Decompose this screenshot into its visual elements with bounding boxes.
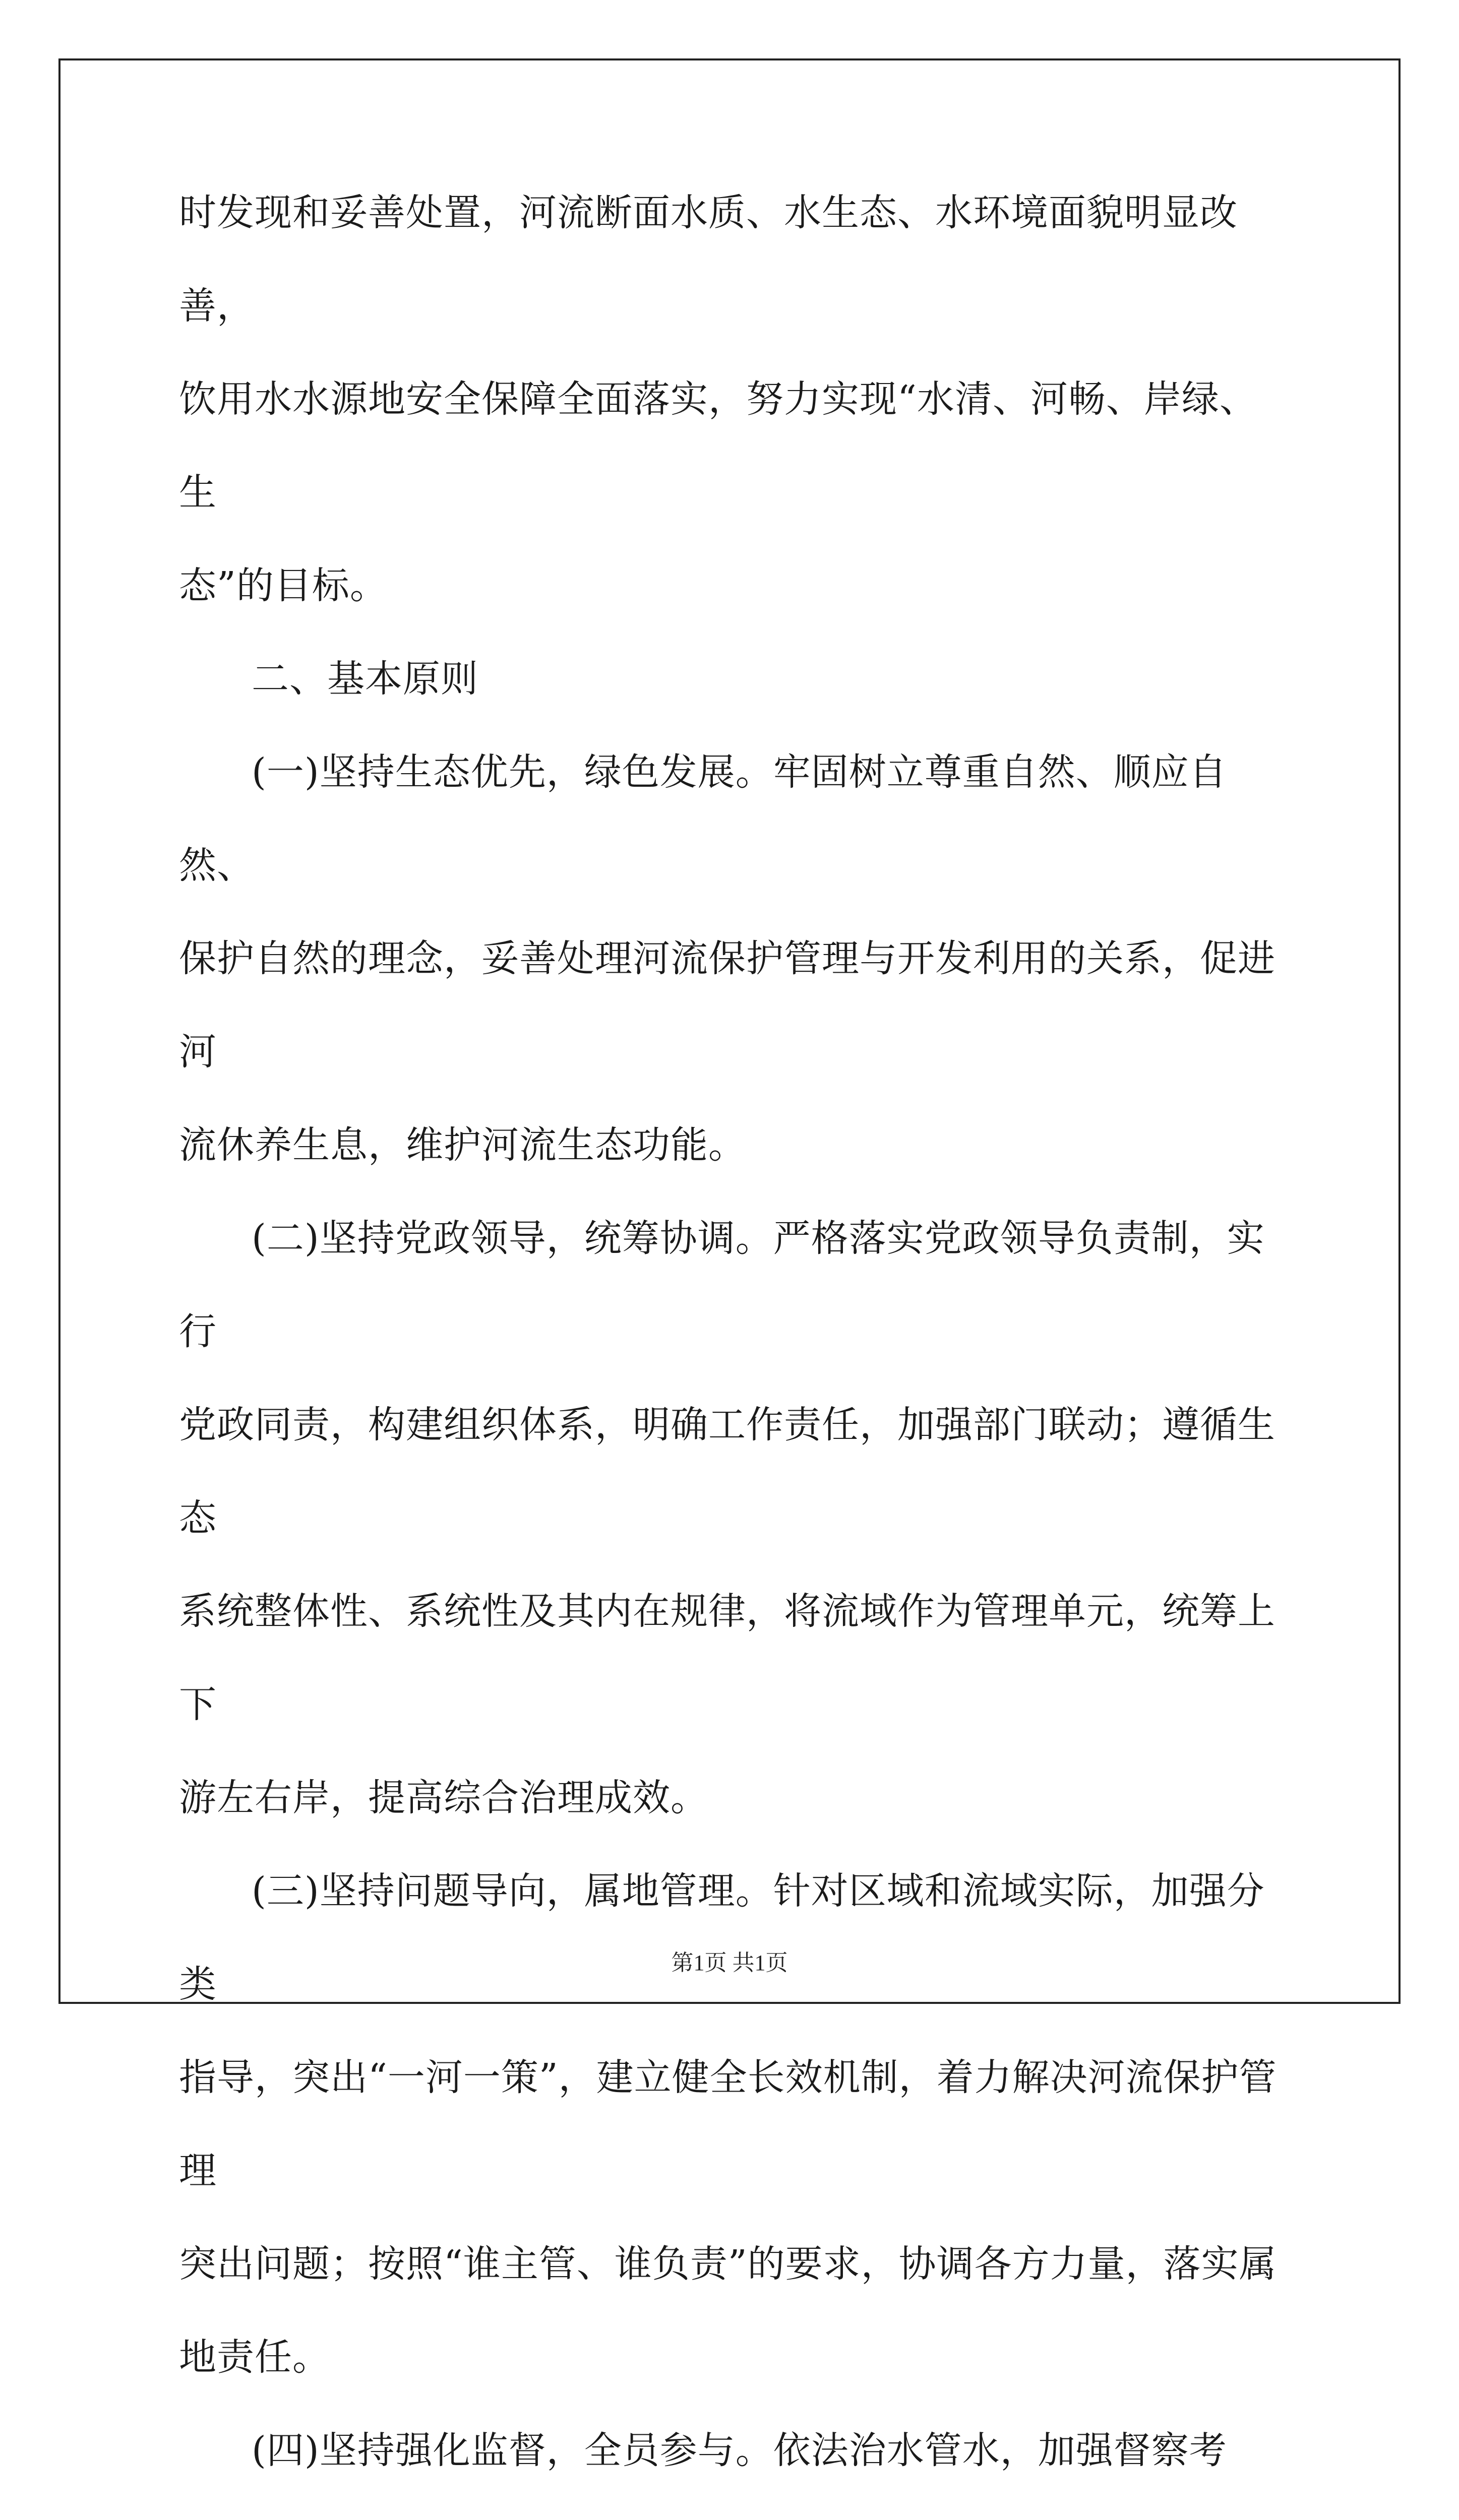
text-line: 系统整体性、系统性及其内在规律，将流域作为管理单元，统筹上下 bbox=[179, 1590, 1275, 1726]
text-line: (三)坚持问题导向，属地管理。针对区域和流域实际，加强分类 bbox=[179, 1869, 1265, 2006]
text-line: 指导，突出“一河一策”，建立健全长效机制，着力解决河流保护管理 bbox=[179, 2056, 1277, 2192]
text-line: 保护自然的理念，妥善处理河流保护管理与开发利用的关系，促进河 bbox=[179, 937, 1275, 1074]
text-line: (二)坚持党政领导，统筹协调。严格落实党政领导负责制，实行 bbox=[179, 1217, 1265, 1353]
page-number-footer: 第1页 共1页 bbox=[671, 1950, 788, 1975]
text-line: 时发现和妥善处置，河流断面水质、水生态、水环境面貌明显改善， bbox=[179, 191, 1238, 328]
text-line: (一)坚持生态优先，绿色发展。牢固树立尊重自然、顺应自然、 bbox=[179, 750, 1227, 887]
paragraph-principle-2 bbox=[179, 1192, 1286, 1845]
heading-text: 二、基本原则 bbox=[252, 657, 478, 701]
text-line: 突出问题；按照“谁主管、谁负责”的要求，协调各方力量，落实属 bbox=[179, 2242, 1277, 2286]
text-line: 地责任。 bbox=[179, 2336, 330, 2379]
paragraph-principle-4 bbox=[179, 2404, 1286, 2520]
paragraph-principle-3 bbox=[179, 1845, 1286, 2404]
text-line: 态”的目标。 bbox=[179, 564, 388, 607]
section-heading bbox=[179, 633, 1286, 726]
text-line: 流休养生息，维护河流生态功能。 bbox=[179, 1123, 746, 1167]
paragraph-continuation bbox=[179, 166, 1286, 633]
text-line: 游左右岸，提高综合治理成效。 bbox=[179, 1776, 708, 1819]
text-line: 饮用水水源地安全保障全面落实，努力实现“水清、河畅、岸绿、生 bbox=[179, 377, 1257, 514]
text-line: (四)坚持强化监督，全员参与。依法治水管水，加强督察考 bbox=[252, 2429, 1227, 2472]
document-body bbox=[179, 166, 1286, 2520]
text-line: 党政同责，构建组织体系，明确工作责任，加强部门联动；遵循生态 bbox=[179, 1403, 1275, 1540]
paragraph-principle-1 bbox=[179, 726, 1286, 1192]
